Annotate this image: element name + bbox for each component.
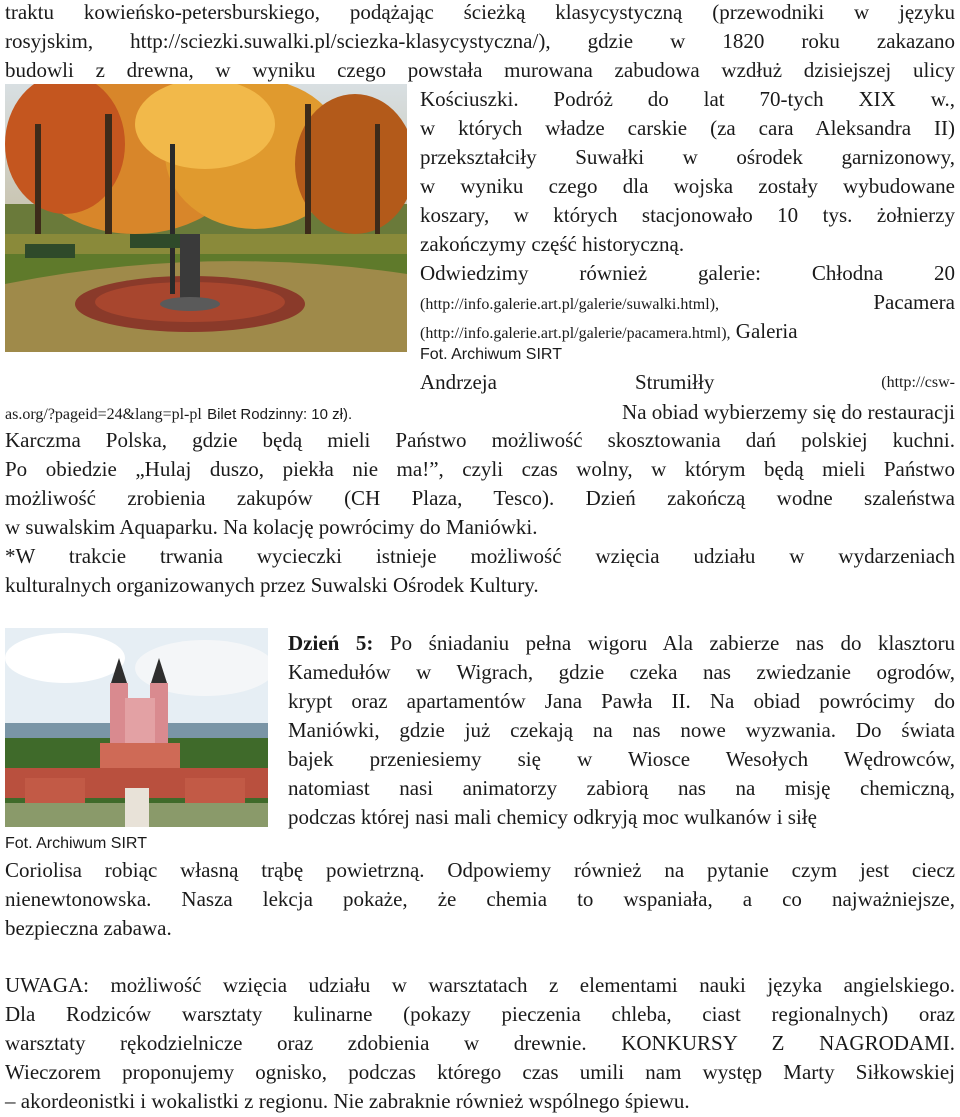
text-line: budowli z drewna, w wyniku czego powstała murowana zabudowa wzdłuż dzisiejszej ulicy [5,58,955,82]
url-link[interactable]: (http://csw- [881,374,955,391]
text-line: natomiast nasi animatorzy zabiorą nas na misję chemiczną, [288,776,955,800]
text-line: kulturalnych organizowanych przez Suwalski Ośrodek Kultury. [5,573,539,597]
text-line: UWAGA: możliwość wzięcia udziału w warsztatach z elementami nauki języka angielskiego. [5,973,955,997]
text-line: koszary, w których stacjonowało 10 tys. żołnierzy [420,203,955,227]
text-line: krypt oraz apartamentów Jana Pawła II. Na obiad powrócimy do [288,689,955,713]
text-line [420,288,955,319]
gallery-name: Galeria [735,319,798,343]
text-line [5,398,955,429]
text-line: Coriolisa robiąc własną trąbę powietrzną. Odpowiemy również na pytanie czym jest ciecz [5,858,955,882]
monastery-photo-image [5,628,268,827]
text-line: możliwość zrobienia zakupów (CH Plaza, Tesco). Dzień zakończą wodne szaleństwa [5,486,955,510]
text-line: Po obiedzie „Hulaj duszo, piekła nie ma!”, czyli czas wolny, w którym będą mieli Państwo [5,457,955,481]
text-line: traktu kowieńsko-petersburskiego, podążając ścieżką klasycystyczną (przewodniki w języku [5,0,955,24]
text-line: Dla Rodziców warsztaty kulinarne (pokazy pieczenia chleba, ciast regionalnych) oraz [5,1002,955,1026]
text-line: w wyniku czego dla wojska zostały wybudowane [420,174,955,198]
url-link[interactable]: (http://info.galerie.art.pl/galerie/suwalki.html), [420,296,720,313]
text-line: zakończymy część historyczną. [420,232,685,256]
photo-caption: Fot. Archiwum SIRT [420,346,562,363]
gallery-name: Pacamera [873,290,955,314]
text-line: – akordeonistki i wokalistki z regionu. Nie zabraknie również wspólnego śpiewu. [5,1089,690,1113]
monastery-photo [5,628,268,827]
text-line: warsztaty rękodzielnicze oraz zdobienia w drewnie. KONKURSY Z NAGRODAMI. [5,1031,955,1055]
day-heading: Dzień 5: [288,631,374,655]
text-line [420,368,955,397]
text-line: w suwalskim Aquaparku. Na kolację powrócimy do Maniówki. [5,515,538,539]
url-link[interactable]: as.org/?pageid=24&lang=pl-pl [5,406,202,423]
text-line: Wieczorem proponujemy ognisko, podczas którego czas umili nam występ Marty Siłkowskiej [5,1060,955,1084]
text-line [288,629,955,658]
text-line: podczas której nasi mali chemicy odkryją moc wulkanów i siłę [288,805,817,829]
photo-caption: Fot. Archiwum SIRT [5,835,147,852]
text-line: Karczma Polska, gdzie będą mieli Państwo możliwość skosztowania dań polskiej kuchni. [5,428,955,452]
text-line: przekształciły Suwałki w ośrodek garnizonowy, [420,145,955,169]
text-line: Kościuszki. Podróż do lat 70-tych XIX w., [420,87,955,111]
text-line: bajek przeniesiemy się w Wiosce Wesołych Wędrowców, [288,747,955,771]
ticket-price: Bilet Rodzinny: 10 zł). [207,406,353,423]
park-photo [5,84,407,352]
text-line: Odwiedzimy również galerie: Chłodna 20 [420,261,955,285]
text-line: nienewtonowska. Nasza lekcja pokaże, że chemia to wspaniała, a co najważniejsze, [5,887,955,911]
text-line: Maniówki, gdzie już czekają na nas nowe wyzwania. Do świata [288,718,955,742]
park-photo-image [5,84,407,352]
text-fragment: Andrzeja [420,370,497,394]
text-fragment: Strumiłły [635,370,715,394]
text-line: Kamedułów w Wigrach, gdzie czeka nas zwiedzanie ogrodów, [288,660,955,684]
text-line: bezpieczna zabawa. [5,916,172,940]
text-line [420,317,955,348]
text-line: *W trakcie trwania wycieczki istnieje możliwość wzięcia udziału w wydarzeniach [5,544,955,568]
text-fragment: Na obiad wybierzemy się do restauracji [622,400,955,424]
text-line: w których władze carskie (za cara Aleksandra II) [420,116,955,140]
text-fragment: Po śniadaniu pełna wigoru Ala zabierze nas do klasztoru [389,631,955,655]
url-link[interactable]: (http://info.galerie.art.pl/galerie/pacamera.html), [420,325,731,342]
text-line: rosyjskim, http://sciezki.suwalki.pl/sciezka-klasycystyczna/), gdzie w 1820 roku zakazano [5,29,955,53]
